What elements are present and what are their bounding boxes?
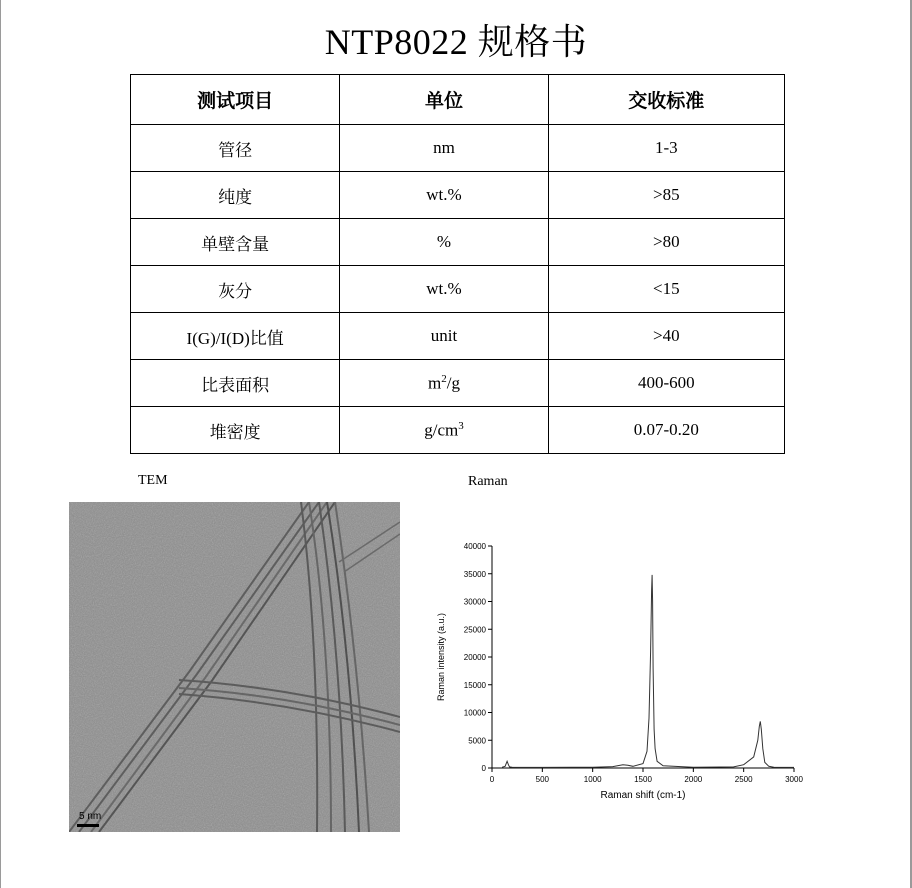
table-row bbox=[131, 219, 785, 266]
tem-caption: TEM bbox=[138, 473, 168, 488]
raman-axes bbox=[492, 546, 794, 768]
table-row bbox=[131, 313, 785, 360]
raman-y-tick-label: 25000 bbox=[463, 625, 486, 635]
unit-base: nm bbox=[433, 138, 455, 157]
page-title: NTP8022 规格书 bbox=[324, 22, 588, 62]
cell-standard: >80 bbox=[548, 219, 784, 266]
cell-test-item: 比表面积 bbox=[131, 360, 340, 407]
raman-y-tick-label: 20000 bbox=[463, 653, 486, 662]
header-test-item: 测试项目 bbox=[131, 75, 340, 125]
raman-x-tick-label: 2000 bbox=[684, 775, 703, 784]
raman-y-axis-label: Raman intensity (a.u.) bbox=[436, 612, 446, 702]
tem-micrograph bbox=[69, 502, 400, 832]
cell-unit bbox=[340, 407, 548, 454]
unit-suffix: /g bbox=[446, 373, 460, 393]
raman-y-tick-label: 5000 bbox=[468, 736, 486, 746]
unit-base: unit bbox=[430, 326, 458, 345]
unit-base: g/cm bbox=[424, 420, 459, 440]
raman-y-tick-label: 30000 bbox=[463, 597, 486, 607]
table-row bbox=[131, 407, 785, 454]
cell-standard: >85 bbox=[548, 172, 784, 219]
cell-test-item: 单壁含量 bbox=[131, 219, 340, 266]
raman-y-tick-label: 40000 bbox=[463, 542, 486, 551]
unit-base: wt.% bbox=[426, 279, 462, 298]
cell-unit bbox=[340, 125, 548, 172]
cell-standard: >40 bbox=[548, 313, 784, 360]
tem-scale-label: 5 nm bbox=[79, 811, 102, 822]
table-row bbox=[131, 360, 785, 407]
raman-x-tick-label: 0 bbox=[489, 775, 495, 784]
raman-series-line bbox=[502, 575, 794, 768]
raman-y-tick-label: 35000 bbox=[463, 569, 486, 579]
unit-base: m bbox=[427, 373, 442, 393]
cell-test-item: 纯度 bbox=[131, 172, 340, 219]
header-standard: 交收标准 bbox=[548, 75, 784, 125]
cell-unit bbox=[340, 313, 548, 360]
raman-caption: Raman bbox=[468, 474, 508, 489]
raman-y-tick-label: 0 bbox=[481, 764, 486, 773]
header-unit: 单位 bbox=[340, 75, 548, 125]
unit-superscript: 2 bbox=[441, 372, 447, 385]
cell-unit bbox=[340, 172, 548, 219]
raman-x-tick-label: 500 bbox=[535, 775, 550, 784]
raman-x-tick-label: 1500 bbox=[634, 775, 652, 784]
cell-standard: 1-3 bbox=[548, 125, 784, 172]
raman-x-tick-label: 1000 bbox=[583, 775, 602, 784]
cell-test-item: I(G)/I(D)比值 bbox=[131, 313, 340, 360]
raman-y-tick-label: 15000 bbox=[463, 680, 486, 690]
unit-superscript: 3 bbox=[458, 419, 464, 432]
raman-chart bbox=[430, 540, 810, 810]
raman-y-tick-label: 10000 bbox=[463, 708, 486, 718]
cell-standard: 400-600 bbox=[548, 360, 784, 407]
unit-base: % bbox=[436, 232, 452, 251]
cell-test-item: 灰分 bbox=[131, 266, 340, 313]
unit-base: wt.% bbox=[426, 185, 462, 204]
cell-unit bbox=[340, 360, 548, 407]
table-row bbox=[131, 125, 785, 172]
raman-x-axis-label: Raman shift (cm-1) bbox=[600, 790, 686, 801]
cell-unit bbox=[340, 219, 548, 266]
raman-x-tick-label: 2500 bbox=[734, 775, 753, 784]
cell-unit bbox=[340, 266, 548, 313]
table-row bbox=[131, 266, 785, 313]
spec-table-body bbox=[131, 125, 785, 454]
raman-ticks bbox=[464, 542, 804, 784]
raman-x-tick-label: 3000 bbox=[785, 775, 803, 784]
cell-standard: 0.07-0.20 bbox=[548, 407, 784, 454]
table-row bbox=[131, 172, 785, 219]
page-border-left bbox=[0, 0, 1, 888]
spec-table bbox=[130, 74, 785, 454]
cell-test-item: 管径 bbox=[131, 125, 340, 172]
tem-image bbox=[69, 502, 400, 832]
cell-test-item: 堆密度 bbox=[131, 407, 340, 454]
table-header-row bbox=[131, 75, 785, 125]
tem-scale-bar bbox=[77, 824, 99, 827]
cell-standard: <15 bbox=[548, 266, 784, 313]
